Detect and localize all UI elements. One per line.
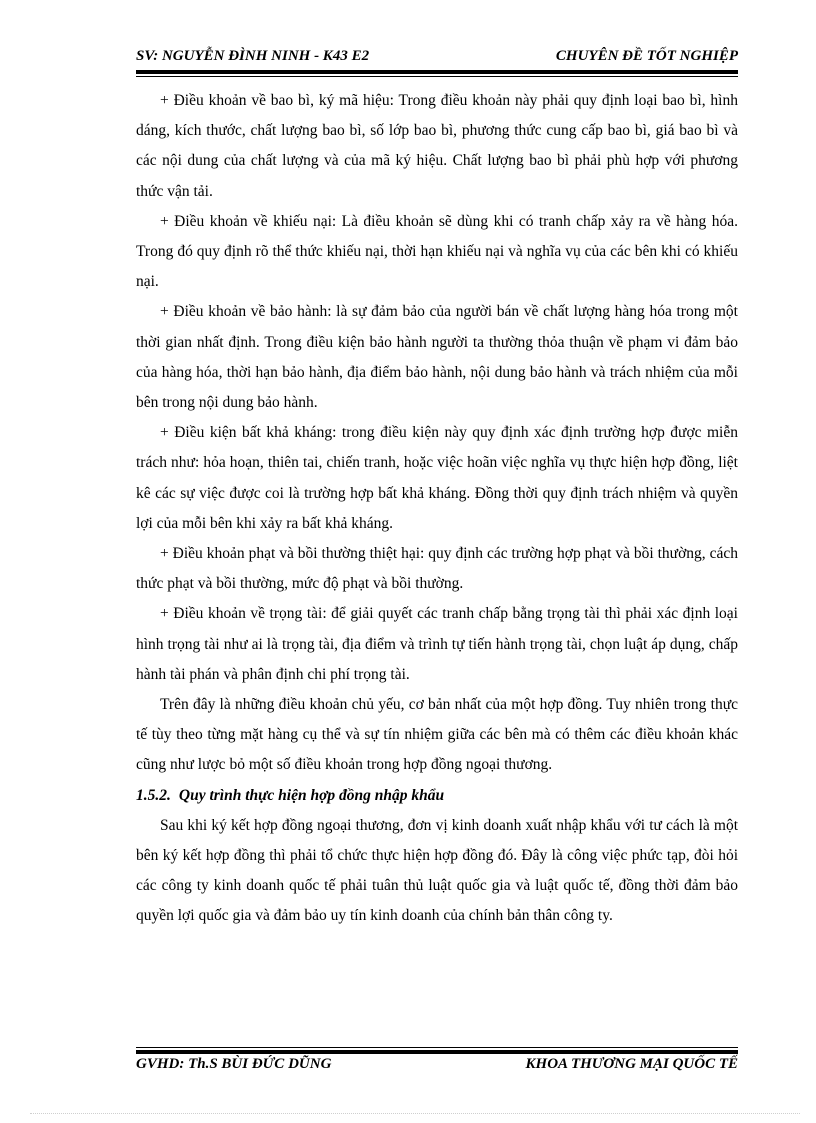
page-edge-dotted-line — [30, 1113, 800, 1114]
paragraph-section-intro: Sau khi ký kết hợp đồng ngoại thương, đơn vị kinh doanh xuất nhập khẩu với tư cách là một bên ký kết hợp đồng thì phải tổ chức thực hiện hợp đồng đó. Đây là công việc phức tạp, đòi hỏi các công ty kinh doanh quốc tế phải tuân thủ luật quốc gia và luật quốc tế, đồng thời đảm bảo quyền lợi quốc gia và đảm bảo uy tín kinh doanh của chính bản thân công ty. — [136, 816, 738, 925]
paragraph-complaints: + Điều khoản về khiếu nại: Là điều khoản sẽ dùng khi có tranh chấp xảy ra về hàng hóa. Trong đó quy định rõ thể thức khiếu nại, thời hạn khiếu nại và nghĩa vụ của các bên khi có khiếu nại. — [136, 212, 738, 291]
header-rule-thick — [136, 70, 738, 74]
page-header — [136, 48, 738, 68]
paragraph-force-majeure: + Điều kiện bất khả kháng: trong điều kiện này quy định xác định trường hợp được miễn trách như: hỏa hoạn, thiên tai, chiến tranh, hoặc việc hoãn việc nghĩa vụ thực hiện hợp đồng, liệt kê các sự việc được coi là trường hợp bất khả kháng. Đồng thời quy định trách nhiệm và quyền lợi của mỗi bên khi xảy ra bất khả kháng. — [136, 424, 738, 532]
section-number: 1.5.2. — [136, 786, 171, 804]
document-body — [136, 86, 738, 932]
paragraph-packaging: + Điều khoản về bao bì, ký mã hiệu: Trong điều khoản này phải quy định loại bao bì, hình dáng, kích thước, chất lượng bao bì, số lớp bao bì, phương thức cung cấp bao bì, giá bao bì và các nội dung của chất lượng và của mã ký hiệu. Chất lượng bao bì phải phù hợp với phương thức vận tải. — [136, 92, 738, 200]
header-student: SV: NGUYỄN ĐÌNH NINH - K43 E2 — [136, 48, 370, 64]
footer-rule-thin — [136, 1047, 738, 1048]
paragraph-arbitration: + Điều khoản về trọng tài: để giải quyết các tranh chấp bằng trọng tài thì phải xác định loại hình trọng tài như ai là trọng tài, địa điểm và trình tự tiến hành trọng tài, chọn luật áp dụng, chấp hành tài phán và phân định chi phí trọng tài. — [136, 605, 738, 683]
paragraph-summary: Trên đây là những điều khoản chủ yếu, cơ bản nhất của một hợp đồng. Tuy nhiên trong thực tế tùy theo từng mặt hàng cụ thể và sự tín nhiệm giữa các bên mà có thêm các điều khoản khác cũng như lược bỏ một số điều khoản trong hợp đồng ngoại thương. — [136, 696, 738, 774]
section-heading — [136, 781, 738, 811]
footer-advisor: GVHD: Th.S BÙI ĐỨC DŨNG — [136, 1056, 332, 1072]
footer-faculty: KHOA THƯƠNG MẠI QUỐC TẾ — [525, 1056, 738, 1072]
paragraph-penalty: + Điều khoản phạt và bồi thường thiệt hại: quy định các trường hợp phạt và bồi thường, cách thức phạt và bồi thường, mức độ phạt và bồi thường. — [136, 545, 738, 593]
footer-rule-thick — [136, 1050, 738, 1054]
header-title: CHUYÊN ĐỀ TỐT NGHIỆP — [555, 48, 738, 64]
header-rule-thin — [136, 76, 738, 77]
paragraph-warranty: + Điều khoản về bảo hành: là sự đảm bảo của người bán về chất lượng hàng hóa trong một thời gian nhất định. Trong điều kiện bảo hành người ta thường thỏa thuận về phạm vi đảm bảo của hàng hóa, thời hạn bảo hành, địa điểm bảo hành, nội dung bảo hành và trách nhiệm của mỗi bên trong nội dung bảo hành. — [136, 303, 738, 412]
section-title: Quy trình thực hiện hợp đồng nhập khẩu — [178, 786, 445, 804]
page-footer — [136, 1056, 738, 1076]
